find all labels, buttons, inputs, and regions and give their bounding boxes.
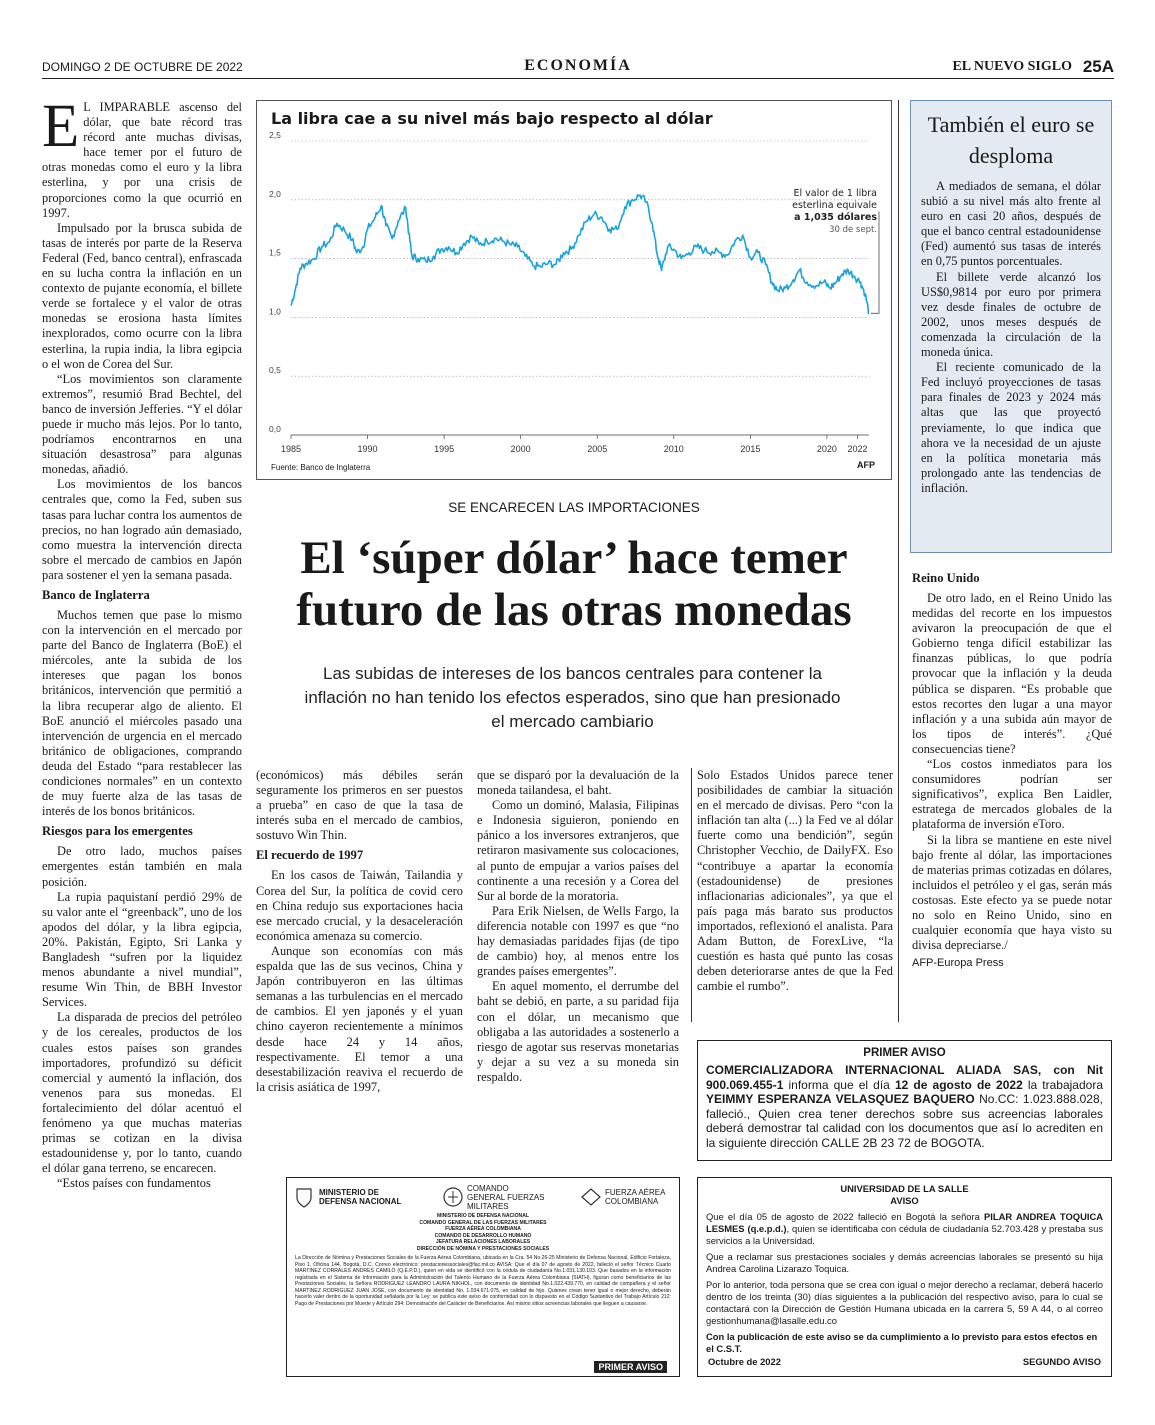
chart-source: Fuente: Banco de Inglaterra <box>271 463 371 472</box>
sidebar-paragraph: El reciente comunicado de la Fed incluyó proyecciones de tasas para finales de 2023 y 2024 más altas que las que proyectó previamente, lo que indica que ahora ve la necesidad de un ajuste en la política monetaria más prolongado ante las tendencias de inflación. <box>921 360 1101 495</box>
chart-annotation: El valor de 1 libra <box>793 188 877 199</box>
paragraph: Para Erik Nielsen, de Wells Fargo, la diferencia notable con 1997 es que “no hay demasiadas paridades fijas (de tipo de cambio) hoy, al menos entre los grandes países emergentes”. <box>477 903 679 979</box>
page-header <box>42 57 1114 79</box>
notice-heading-line: COMANDO GENERAL DE LAS FUERZAS MILITARES <box>419 1219 547 1226</box>
paragraph: De otro lado, muchos países emergentes están también en mala posición. <box>42 844 242 889</box>
notice-heading-line: JEFATURA RELACIONES LABORALES <box>435 1239 531 1245</box>
air-force-name: FUERZA AÉREA COLOMBIANA <box>605 1188 666 1206</box>
notice-text: la trabajadora <box>1022 1077 1103 1092</box>
notice-paragraph: Que a reclamar sus prestaciones sociales y demás acreencias laborales se presentó su hija Andrea Carolina Lizarazo Toquica. <box>706 1251 1103 1274</box>
lead-paragraph <box>42 93 242 221</box>
y-tick-label: 0,0 <box>269 424 281 434</box>
subhead-reino-unido: Reino Unido <box>912 571 980 585</box>
x-tick-label: 2005 <box>587 444 608 454</box>
military-shield-icon <box>443 1186 463 1208</box>
pound-dollar-chart <box>256 100 892 480</box>
notice-tag: SEGUNDO AVISO <box>1022 1356 1101 1367</box>
deck: Las subidas de intereses de los bancos centrales para contener la inflación no han tenido los efectos esperados, sino que han presionado el mercado cambiario <box>304 664 841 731</box>
paragraph: Impulsado por la brusca subida de tasas de interés por parte de la Reserva Federal (Fed, banco central), enfrascada en su lucha contra la inflación en un contexto de pujante economía, el billete verde se fortalece y el valor de otras monedas se erosiona hasta límites inexplorados, como ocurre con la libra esterlina, la rupia india, la libra egipcia o el won de Corea del Sur. <box>42 220 242 371</box>
y-tick-label: 1,0 <box>269 306 281 317</box>
header-page-number: 25A <box>1082 57 1114 76</box>
x-tick-label: 2010 <box>663 444 684 454</box>
paragraph: (económicos) más débiles serán seguramente los primeros en ser puestos a prueba” en caso de que la tasa de interés suba en el mercado de cambios, sostuvo Win Thin. <box>256 768 463 843</box>
coat-of-arms-icon <box>295 1186 313 1208</box>
sidebar-euro <box>910 100 1112 553</box>
notice-tag: PRIMER AVISO <box>594 1361 667 1373</box>
column-4 <box>697 768 893 994</box>
paragraph: Si la libra se mantiene en este nivel bajo frente al dólar, las importaciones de materias primas cotizadas en dólares, incluidos el petróleo y el gas, serán más costosas. Este efecto ya se puede notar no solo en Reino Unido, sino en cualquier economía que haya visto su divisa depreciarse./ <box>912 832 1112 953</box>
drop-cap: E <box>42 93 80 160</box>
sidebar-title: También el euro se desploma <box>927 112 1095 168</box>
chart-annotation: 30 de sept. <box>829 225 877 235</box>
chart-canvas <box>257 101 893 481</box>
sidebar-paragraph: A mediados de semana, el dólar subió a su nivel más alto frente al euro en casi 20 años, después de que el banco central estadounidense (Fed) aumentó sus tasas de interés en 0,75 puntos porcentuales. <box>921 179 1101 269</box>
series-line-gbp-usd <box>291 195 869 314</box>
x-tick-label: 1985 <box>280 444 302 454</box>
column-5 <box>912 566 1112 969</box>
header-date: DOMINGO 2 DE OCTUBRE DE 2022 <box>42 60 243 74</box>
header-section: ECONOMÍA <box>524 57 632 74</box>
x-tick-label: 2015 <box>740 444 761 454</box>
y-tick-label: 2,0 <box>269 188 281 199</box>
paragraph: En aquel momento, el derrumbe del baht se debió, en parte, a su paridad fija con el dólar, un mecanismo que obligaba a las autoridades a sostenerlo a riesgo de agotar sus reservas monetarias y dejar a su vez a su moneda sin respaldo. <box>477 979 679 1084</box>
paragraph: “Los movimientos son claramente extremos”, resumió Brad Bechtel, del banco de inversión Jefferies. “Y el dólar puede ir mucho más lejos. Por lo tanto, podríamos encontrarnos en una situación desastrosa” para algunas monedas, añadió. <box>42 371 242 477</box>
company-name: COMERCIALIZADORA INTERNACIONAL ALIADA SAS, con Nit 900.069.455-1 <box>706 1063 1103 1092</box>
notice-institution: UNIVERSIDAD DE LA SALLE <box>840 1183 969 1194</box>
afp-logo: AFP <box>857 460 875 470</box>
paragraph: La disparada de precios del petróleo y de los cereales, productos de los cuales estos países son grandes importadores, profundizó su déficit comercial y aumentó la inflación, dos venenos para sus monedas. El fortalecimiento del dólar acentuó el fenómeno ya que muchas materias primas se cotizan en la divisa estadounidense y, por lo tanto, cuando el dólar gana terreno, se encarecen. <box>42 1010 242 1176</box>
subhead-recuerdo-1997: El recuerdo de 1997 <box>256 848 364 863</box>
y-tick-label: 2,5 <box>269 130 281 140</box>
notice-text: No.CC: 1.023.888.028, falleció., Quien crea tener derechos sobre sus acreencias laborales deberá demostrar tal calidad con los documentos que así lo acrediten en la siguiente dirección CALLE 2B 23 72 de BOGOTA. <box>706 1092 1103 1150</box>
notice-text: , quien se identificaba con cédula de ciudadanía 52.703.428 y prestaba sus servicios a la Universidad. <box>706 1223 1104 1246</box>
paragraph: En los casos de Taiwán, Tailandia y Corea del Sur, la política de covid cero en China redujo sus exportaciones hacia ese mercado crucial, y la desaceleración económica amenaza su comercio. <box>256 868 463 943</box>
chart-annotation: esterlina equivale <box>792 200 877 211</box>
notice-title: AVISO <box>890 1195 919 1206</box>
paragraph: Muchos temen que pase lo mismo con la intervención en el mercado por parte del Banco de Inglaterra (BoE) el miércoles, ante la subida de los intereses que pagan los bonos británicos, intervención que permitió a la libra recuperar algo de aliento. El BoE anunció el miércoles pasado una intervención de urgencia en el mercado británico de obligaciones, comprando deuda del Estado “para restablecer las condiciones normales” en un contexto de muy fuerte alza de las tasas de interés de los bonos británicos. <box>42 608 242 819</box>
paragraph: Como un dominó, Malasia, Filipinas e Indonesia siguieron, poniendo en pánico a los inversores extranjeros, que retiraron masivamente sus colocaciones, al punto de empujar a varios países del continente a una recesión y a Corea del Sur al borde de la moratoria. <box>477 798 679 903</box>
logo-row <box>295 1184 671 1210</box>
paragraph: “Estos países con fundamentos <box>57 1176 211 1191</box>
legal-notice-fac <box>286 1177 680 1377</box>
air-force-logo <box>581 1186 671 1208</box>
kicker: SE ENCARECEN LAS IMPORTACIONES <box>448 500 700 515</box>
column-1 <box>42 93 242 1191</box>
subhead-riesgos: Riesgos para los emergentes <box>42 824 193 839</box>
column-divider <box>691 768 692 1022</box>
x-tick-label: 2020 <box>816 444 837 454</box>
chart-annotation: a 1,035 dólares <box>794 212 877 223</box>
deceased-name: PILAR ANDREA TOQUICA LESMES (q.e.p.d.) <box>706 1211 1103 1234</box>
y-tick-label: 1,5 <box>269 247 281 258</box>
paragraph: Solo Estados Unidos parece tener posibilidades de cambiar la situación en el mercado de divisas. Pero “con la inflación tan alta (...) la Fed ve al dólar fuerte como una bendición”, según Christopher Vecchio, de DailyFX. Eso “contribuye a apartar la economía (estadounidense) de presiones inflacionarias adicionales”, ya que el país paga más barato sus productos importados, reflexionó el analista. Para Adam Button, de ForexLive, “la cuestión es hasta qué punto las cosas deben deteriorarse antes de que la Fed cambie el rumbo”. <box>697 768 893 994</box>
headline: El ‘súper dólar’ hace temer futuro de las otras monedas <box>296 532 852 636</box>
notice-title: PRIMER AVISO <box>863 1047 946 1059</box>
notice-text: informa que el día <box>783 1077 895 1092</box>
notice-date: Octubre de 2022 <box>708 1356 781 1367</box>
paragraph: Aunque son economías con más espalda que las de sus vecinos, China y Japón contribuyeron en las últimas semanas a las turbulencias en el mercado de cambios. El yen japonés y el yuan chino cayeron recientemente a mínimos desde hace 24 y 14 años, respectivamente. El temor a una desestabilización reaviva el recuerdo de la crisis asiática de 1997, <box>256 943 463 1094</box>
notice-paragraph: Por lo anterior, toda persona que se crea con igual o mejor derecho a reclamar, deberá hacerlo dentro de los treinta (30) días siguientes a la publicación del respectivo aviso, para lo cual se contactará con la Dirección de Gestión Humana ubicada en la carrera 5, 59 A 44, o al correo gestionhumana@lasalle.edu.co <box>706 1279 1103 1326</box>
paragraph: Los movimientos de los bancos centrales que, como la Fed, suben sus tasas para luchar contra los aumentos de precios, no han logrado aún demasiado, como muestra la intervención directa sobre el mercado de cambios en Japón para sostener el yen la semana pasada. <box>42 477 242 582</box>
paragraph: que se disparó por la devaluación de la moneda tailandesa, el baht. <box>477 768 679 798</box>
military-name: COMANDO GENERAL FUERZAS MILITARES <box>467 1183 545 1211</box>
column-3 <box>477 768 679 1085</box>
y-tick-label: 0,5 <box>269 365 281 376</box>
header-paper-name: EL NUEVO SIGLO <box>952 59 1072 74</box>
x-tick-label: 1995 <box>434 444 455 454</box>
column-2 <box>256 768 463 1095</box>
notice-body <box>706 1063 1103 1150</box>
paragraph: “Los costos inmediatos para los consumidores podrían ser significativos”, explica Ben Laidler, estratega de mercados globales de la plataforma de inversión eToro. <box>912 757 1112 832</box>
lead-text: L IMPARABLE ascenso del dólar, que bate récord tras récord ante muchas divisas, hace temer por el futuro de otras monedas como el euro y la libra esterlina, y por una crisis de proporciones como la que ocurrió en 1997. <box>42 100 242 220</box>
notice-date: 12 de agosto de 2022 <box>894 1077 1023 1092</box>
legal-notice-lasalle <box>697 1177 1112 1377</box>
article-credit: AFP-Europa Press <box>912 957 1004 970</box>
ministry-name: MINISTERIO DE DEFENSA NACIONAL <box>319 1188 402 1206</box>
notice-heading-line: FUERZA AÉREA COLOMBIANA <box>445 1226 521 1232</box>
notice-heading-line: MINISTERIO DE DEFENSA NACIONAL <box>436 1213 530 1219</box>
column-divider <box>898 100 899 1022</box>
sidebar-paragraph: El billete verde alcanzó los US$0,9814 por euro por primera vez desde finales de octubre de 2002, unos meses después de comenzada la circulación de la moneda única. <box>921 269 1101 360</box>
notice-body: La Dirección de Nómina y Prestaciones Sociales de la Fuerza Aérea Colombiana, ubicada en la Cra. 54 No.26-25 Ministerio de Defensa Nacional, Edificio Fortaleza, Piso 1, Oficina 144, Bogotá, D.C. Correo electrónico: prestacionessociales@fac.mil.co AVISA: Que el día 07 de agosto de 2022, falleció el señor Técnico Cuarto MARTINEZ CORRALES ANDRES CAMILO (Q.E.P.D.), quien en vida se identificó con la cédula de ciudadanía No.1.031.130.103. Que basados en la información registrada en el Sistema de Información para la Administración del Talento Humano de la Fuerza Aérea Colombiana (SIATH), figuran como beneficiarios de las Prestaciones Sociales, la Señora RODRIGUEZ LEANDRO LAURA NIKHOL, con documento de identidad No.1.022.439.770, en calidad de compañera y el señor MARTINEZ RODRIGUEZ JUAN JOSE, con documento de identidad No. 1.034.671.075, en calidad de hijo. Quienes crean tener igual o mejor derecho, deberán hacerlo valer dentro de la oportunidad señalada por la Ley; se publica este aviso de conformidad con lo dispuesto en el Código Sustantivo del Trabajo Artículo 212: Pago de Prestaciones por Muerte y Artículo 294: Demostración del Carácter de Beneficiarios. Así mismo sitios acreencias laborales que lleguen a causarse. <box>295 1255 671 1307</box>
x-tick-label: 1990 <box>357 444 378 454</box>
worker-name: YEIMMY ESPERANZA VELASQUEZ BAQUERO <box>706 1092 975 1106</box>
ministry-logo <box>295 1186 409 1208</box>
notice-headings <box>295 1213 671 1252</box>
x-tick-label: 2022 <box>847 444 868 454</box>
subhead-banco-inglaterra: Banco de Inglaterra <box>42 588 150 602</box>
notice-heading-line: DIRECCIÓN DE NÓMINA Y PRESTACIONES SOCIALES <box>416 1245 550 1252</box>
notice-paragraph <box>706 1211 1103 1247</box>
military-logo <box>443 1184 547 1211</box>
notice-text: Que el día 05 de agosto de 2022 falleció en Bogotá la señora <box>706 1211 985 1222</box>
paragraph: La rupia paquistaní perdió 29% de su valor ante el “greenback”, uno de los apodos del dólar, y la libra egipcia, 20%. Pakistán, Egipto, Sri Lanka y Bangladesh “sufren por la liquidez menos abundante a nivel mundial”, resume Win Thin, de BBH Investor Services. <box>42 889 242 1010</box>
air-force-emblem-icon <box>581 1186 601 1208</box>
paragraph: De otro lado, en el Reino Unido las medidas del recorte en los impuestos avivaron la preocupación de que el Gobierno tenga difícil estabilizar las finanzas públicas, lo que podría provocar que la inflación y la deuda pública se disparen. “Es probable que estos recortes den lugar a una mayor inflación y a una subida aún mayor de los tipos de interés”. ¿Qué consecuencias tiene? <box>912 591 1112 756</box>
notice-heading-line: COMANDO DE DESARROLLO HUMANO <box>434 1232 532 1239</box>
chart-title: La libra cae a su nivel más bajo respecto al dólar <box>271 109 713 128</box>
legal-notice-aliada <box>697 1040 1112 1161</box>
notice-paragraph: Con la publicación de este aviso se da cumplimiento a lo previsto para estos efectos en el C.S.T. <box>706 1331 1098 1354</box>
x-tick-label: 2000 <box>510 444 531 454</box>
